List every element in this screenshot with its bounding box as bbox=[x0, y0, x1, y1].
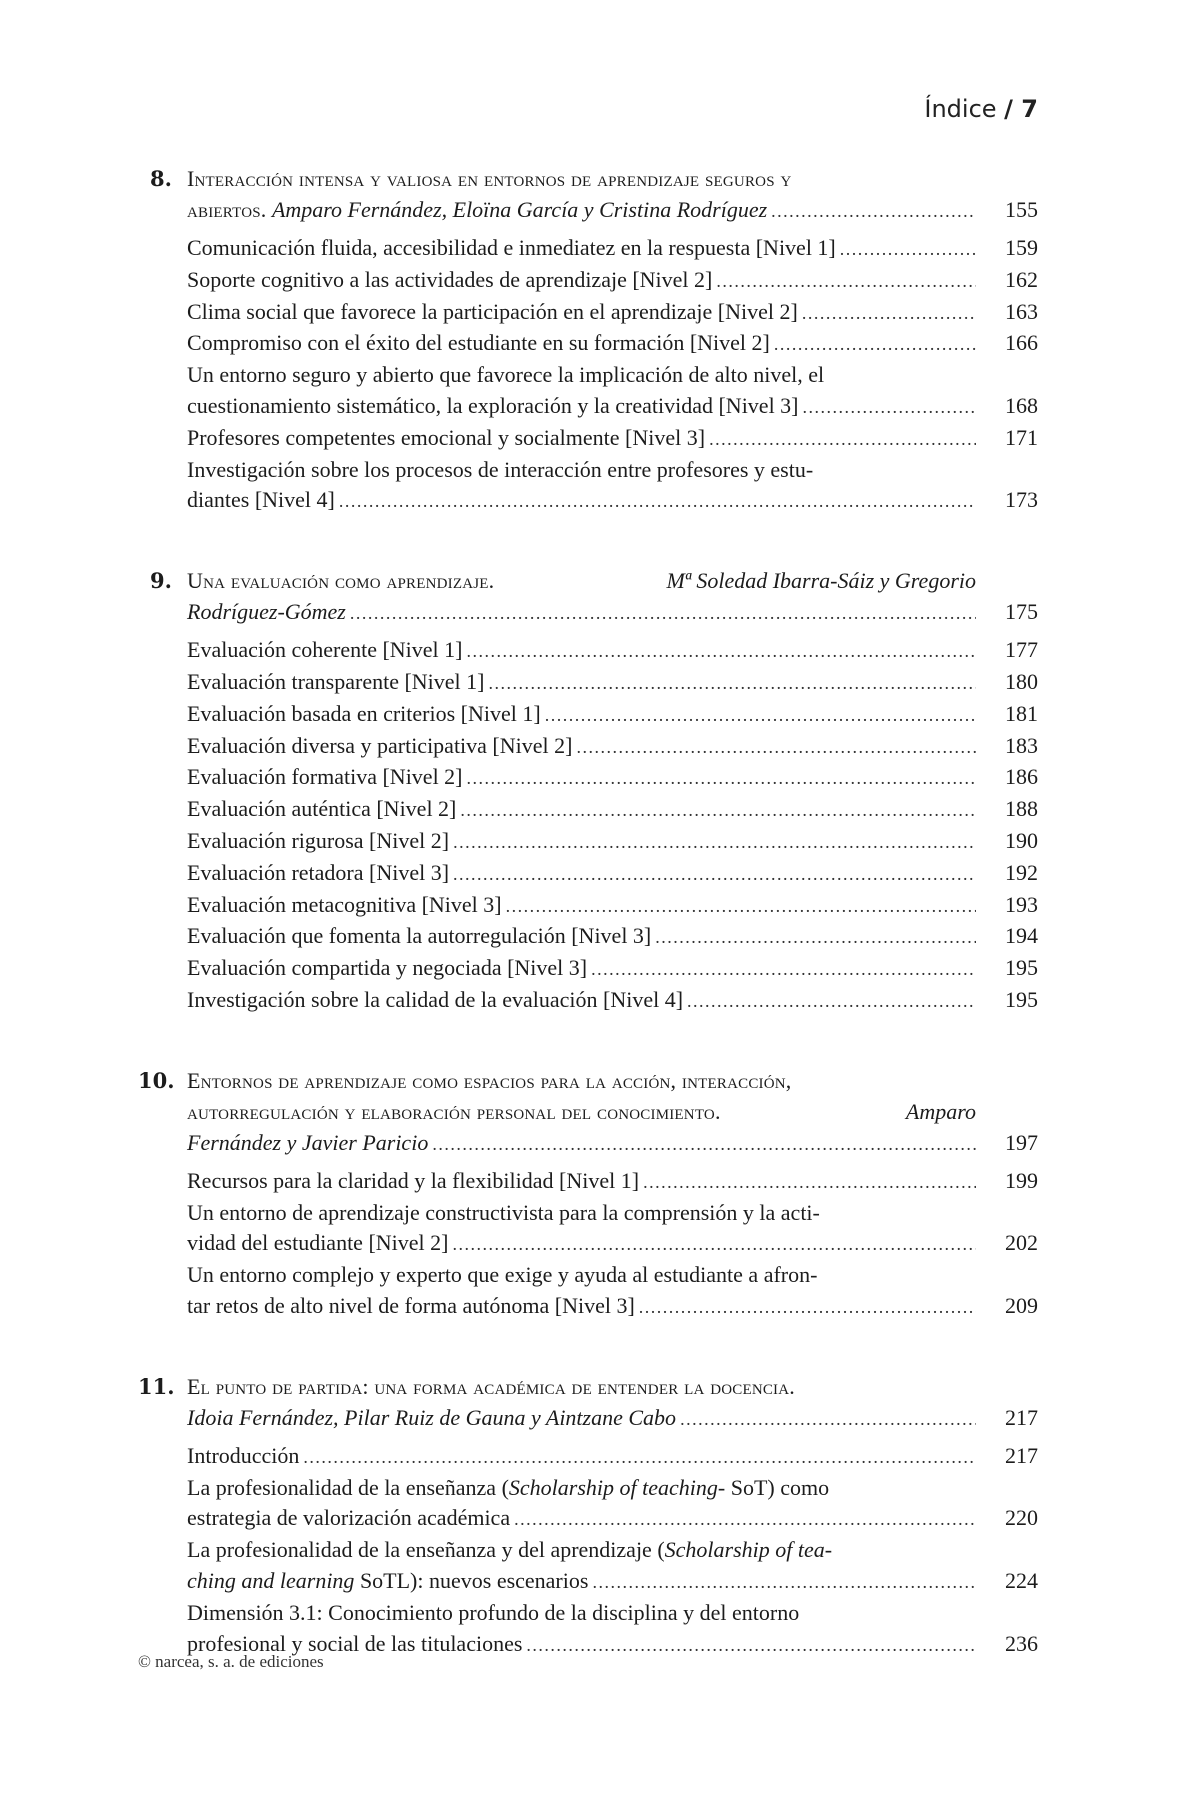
entry-page-number: 180 bbox=[1005, 668, 1038, 694]
leader-dots bbox=[453, 827, 976, 858]
entry-page-number: 173 bbox=[1005, 487, 1038, 513]
entry-text: Evaluación formativa [Nivel 2] bbox=[187, 764, 463, 790]
leader-dots bbox=[453, 859, 976, 890]
toc-entry bbox=[187, 635, 1038, 667]
entry-text: Evaluación compartida y negociada [Nivel 3] bbox=[187, 955, 588, 981]
leader-dots bbox=[506, 891, 976, 922]
entry-text: Evaluación auténtica [Nivel 2] bbox=[187, 796, 457, 822]
toc-entry bbox=[187, 1441, 1038, 1473]
toc-entry bbox=[187, 762, 1038, 794]
toc-entry bbox=[187, 328, 1038, 360]
chapter-authors-line1: Mª Soledad Ibarra-Sáiz y Gregorio bbox=[666, 568, 976, 594]
leader-dots bbox=[488, 668, 976, 699]
entry-text-line1: Un entorno de aprendizaje constructivista para la comprensión y la acti- bbox=[187, 1199, 820, 1225]
entry-page-number: 190 bbox=[1005, 827, 1038, 853]
chapter-title-line1: Interacción intensa y valiosa en entornos de aprendizaje seguros y bbox=[187, 166, 792, 191]
leader-dots bbox=[514, 1504, 976, 1535]
entry-page-number: 166 bbox=[1005, 330, 1038, 356]
running-header bbox=[150, 95, 1038, 135]
entry-page-number: 193 bbox=[1005, 891, 1038, 917]
entry-text: Evaluación transparente [Nivel 1] bbox=[187, 668, 485, 694]
chapter-9 bbox=[150, 565, 1038, 1017]
entry-text-part: La profesionalidad de la enseñanza ( bbox=[187, 1474, 509, 1500]
entry-text: Introducción bbox=[187, 1442, 300, 1468]
toc-entry bbox=[187, 890, 1038, 922]
chapter-title-rest: autorregulación y elaboración personal del conocimiento. bbox=[187, 1098, 721, 1124]
entry-text: Evaluación coherente [Nivel 1] bbox=[187, 637, 463, 663]
leader-dots bbox=[639, 1292, 976, 1323]
leader-dots bbox=[840, 234, 976, 265]
leader-dots bbox=[466, 636, 976, 667]
entry-text: Evaluación diversa y participativa [Nivel 2] bbox=[187, 732, 573, 758]
entry-text: Evaluación metacognitiva [Nivel 3] bbox=[187, 891, 502, 917]
chapter-entries bbox=[150, 635, 1038, 1017]
leader-dots bbox=[687, 986, 976, 1017]
chapter-title-line2 bbox=[187, 596, 1038, 629]
entry-page-number: 186 bbox=[1005, 764, 1038, 790]
leader-dots bbox=[526, 1630, 976, 1661]
toc-entry bbox=[187, 826, 1038, 858]
entry-text-line1 bbox=[187, 1535, 1038, 1566]
toc-entry bbox=[187, 1535, 1038, 1598]
leader-dots bbox=[709, 424, 976, 455]
chapter-page-number: 175 bbox=[1005, 599, 1038, 625]
leader-dots bbox=[803, 392, 976, 423]
entry-text: Profesores competentes emocional y socialmente [Nivel 3] bbox=[187, 424, 706, 450]
chapter-title-line2 bbox=[187, 1096, 1038, 1127]
entry-page-number: 199 bbox=[1005, 1167, 1038, 1193]
toc-entry bbox=[187, 1198, 1038, 1261]
toc-entry bbox=[187, 667, 1038, 699]
leader-dots bbox=[467, 763, 976, 794]
toc-entry bbox=[187, 794, 1038, 826]
leader-dots bbox=[576, 732, 976, 763]
leader-dots bbox=[460, 795, 976, 826]
entry-text-line2: cuestionamiento sistemático, la exploración y la creatividad [Nivel 3] bbox=[187, 392, 799, 418]
table-of-contents bbox=[138, 163, 1038, 1708]
chapter-heading bbox=[150, 163, 1038, 227]
chapter-8 bbox=[150, 163, 1038, 517]
chapter-11 bbox=[138, 1371, 1038, 1661]
entry-text-line1: Un entorno complejo y experto que exige y ayuda al estudiante a afron- bbox=[187, 1262, 818, 1288]
entry-text: Evaluación que fomenta la autorregulación [Nivel 3] bbox=[187, 923, 652, 949]
chapter-number: 11. bbox=[138, 1373, 175, 1399]
toc-entry bbox=[187, 423, 1038, 455]
entry-text-part: La profesionalidad de la enseñanza y del aprendizaje ( bbox=[187, 1537, 665, 1563]
entry-text-line2: tar retos de alto nivel de forma autónoma [Nivel 3] bbox=[187, 1292, 635, 1318]
toc-entry bbox=[187, 921, 1038, 953]
chapter-title-line2 bbox=[187, 194, 1038, 227]
entry-page-number: 168 bbox=[1005, 392, 1038, 418]
entry-text-italic: Scholarship of teaching- bbox=[508, 1474, 726, 1500]
entry-text-part: SoT) como bbox=[725, 1474, 830, 1500]
chapter-heading bbox=[138, 1371, 1038, 1435]
leader-dots bbox=[774, 329, 976, 360]
entry-text-line1 bbox=[187, 1473, 1038, 1504]
toc-entry bbox=[187, 297, 1038, 329]
toc-entry bbox=[187, 265, 1038, 297]
chapter-title-line3 bbox=[187, 1127, 1038, 1160]
entry-page-number: 171 bbox=[1005, 424, 1038, 450]
entry-page-number: 209 bbox=[1005, 1292, 1038, 1318]
entry-page-number: 162 bbox=[1005, 266, 1038, 292]
entry-page-number: 236 bbox=[1005, 1630, 1038, 1656]
entry-text-line1: Un entorno seguro y abierto que favorece la implicación de alto nivel, el bbox=[187, 362, 825, 388]
entry-page-number: 220 bbox=[1005, 1505, 1038, 1531]
entry-page-number: 177 bbox=[1005, 637, 1038, 663]
chapter-heading bbox=[138, 1065, 1038, 1160]
entry-page-number: 224 bbox=[1005, 1567, 1038, 1593]
entry-text: Evaluación basada en criterios [Nivel 1] bbox=[187, 700, 541, 726]
entry-text: Soporte cognitivo a las actividades de aprendizaje [Nivel 2] bbox=[187, 266, 713, 292]
chapter-number: 8. bbox=[150, 166, 172, 191]
leader-dots bbox=[771, 196, 976, 227]
leader-dots bbox=[303, 1442, 976, 1473]
leader-dots bbox=[452, 1229, 976, 1260]
entry-page-number: 163 bbox=[1005, 298, 1038, 324]
entry-text-italic: ching and learning bbox=[187, 1567, 355, 1593]
chapter-entries bbox=[150, 233, 1038, 517]
chapter-title-rest: abiertos. bbox=[187, 197, 267, 222]
chapter-title: Una evaluación como aprendizaje. bbox=[187, 568, 495, 594]
toc-entry bbox=[187, 731, 1038, 763]
entry-text: Evaluación rigurosa [Nivel 2] bbox=[187, 827, 450, 853]
chapter-10 bbox=[138, 1065, 1038, 1323]
entry-text-line2 bbox=[187, 1566, 588, 1597]
chapter-page-number: 197 bbox=[1005, 1129, 1038, 1155]
chapter-authors-line2: Rodríguez-Gómez bbox=[187, 599, 346, 625]
chapter-title-line2 bbox=[187, 1402, 1038, 1435]
entry-page-number: 159 bbox=[1005, 235, 1038, 260]
leader-dots bbox=[680, 1404, 976, 1435]
chapter-heading bbox=[150, 565, 1038, 629]
chapter-page-number: 155 bbox=[1005, 197, 1038, 222]
leader-dots bbox=[545, 700, 976, 731]
entry-page-number: 181 bbox=[1005, 700, 1038, 726]
leader-dots bbox=[591, 954, 976, 985]
chapter-title-line1: Entornos de aprendizaje como espacios para la acción, interacción, bbox=[187, 1067, 792, 1093]
toc-entry bbox=[187, 985, 1038, 1017]
chapter-authors: Idoia Fernández, Pilar Ruiz de Gauna y Aintzane Cabo bbox=[187, 1404, 677, 1430]
entry-page-number: 195 bbox=[1005, 986, 1038, 1012]
chapter-page-number: 217 bbox=[1005, 1404, 1038, 1430]
entry-text: Investigación sobre la calidad de la evaluación [Nivel 4] bbox=[187, 986, 684, 1012]
entry-text-italic: Scholarship of tea- bbox=[664, 1537, 833, 1563]
toc-entry bbox=[187, 1598, 1038, 1661]
entry-text: Clima social que favorece la participación en el aprendizaje [Nivel 2] bbox=[187, 298, 798, 324]
header-label: Índice bbox=[924, 95, 997, 123]
leader-dots bbox=[802, 298, 976, 329]
chapter-authors-line2: Fernández y Javier Paricio bbox=[187, 1129, 429, 1155]
chapter-entries bbox=[150, 1166, 1038, 1323]
chapter-title-line1: El punto de partida: una forma académica de entender la docencia. bbox=[187, 1373, 795, 1399]
leader-dots bbox=[432, 1129, 976, 1160]
toc-entry bbox=[187, 1473, 1038, 1536]
entry-text-line2: diantes [Nivel 4] bbox=[187, 487, 335, 513]
leader-dots bbox=[643, 1167, 976, 1198]
entry-text-line2: vidad del estudiante [Nivel 2] bbox=[187, 1230, 449, 1256]
entry-text: Recursos para la claridad y la flexibilidad [Nivel 1] bbox=[187, 1167, 640, 1193]
entry-page-number: 195 bbox=[1005, 955, 1038, 981]
toc-entry bbox=[187, 858, 1038, 890]
leader-dots bbox=[716, 266, 976, 297]
entry-page-number: 194 bbox=[1005, 923, 1038, 949]
toc-entry bbox=[187, 699, 1038, 731]
leader-dots bbox=[655, 922, 976, 953]
entry-page-number: 217 bbox=[1005, 1442, 1038, 1468]
entry-text: Compromiso con el éxito del estudiante en su formación [Nivel 2] bbox=[187, 330, 770, 356]
toc-entry bbox=[187, 233, 1038, 265]
entry-text-line2: profesional y social de las titulaciones bbox=[187, 1630, 523, 1656]
chapter-authors: Amparo Fernández, Eloïna García y Cristina Rodríguez bbox=[271, 197, 768, 222]
toc-entry bbox=[187, 360, 1038, 423]
entry-text-line1: Dimensión 3.1: Conocimiento profundo de la disciplina y del entorno bbox=[187, 1599, 800, 1625]
leader-dots bbox=[592, 1567, 976, 1598]
header-page-number: / 7 bbox=[1004, 95, 1038, 123]
chapter-entries bbox=[150, 1441, 1038, 1661]
toc-entry bbox=[187, 1166, 1038, 1198]
entry-text-part: SoTL): nuevos escenarios bbox=[354, 1567, 589, 1593]
toc-entry bbox=[187, 455, 1038, 518]
chapter-authors-line1: Amparo bbox=[905, 1098, 976, 1124]
entry-text-line1: Investigación sobre los procesos de interacción entre profesores y estu- bbox=[187, 456, 814, 482]
entry-text-line2: estrategia de valorización académica bbox=[187, 1505, 511, 1531]
entry-page-number: 188 bbox=[1005, 796, 1038, 822]
chapter-number: 9. bbox=[150, 568, 172, 594]
entry-page-number: 192 bbox=[1005, 859, 1038, 885]
chapter-title-line1 bbox=[187, 565, 1038, 596]
toc-entry bbox=[187, 1260, 1038, 1323]
leader-dots bbox=[339, 486, 976, 517]
toc-entry bbox=[187, 953, 1038, 985]
entry-text: Evaluación retadora [Nivel 3] bbox=[187, 859, 450, 885]
entry-page-number: 183 bbox=[1005, 732, 1038, 758]
chapter-number: 10. bbox=[138, 1067, 175, 1093]
entry-page-number: 202 bbox=[1005, 1230, 1038, 1256]
entry-text: Comunicación fluida, accesibilidad e inmediatez en la respuesta [Nivel 1] bbox=[187, 235, 836, 260]
leader-dots bbox=[350, 598, 976, 629]
publisher-footer: © narcea, s. a. de ediciones bbox=[138, 1652, 324, 1671]
